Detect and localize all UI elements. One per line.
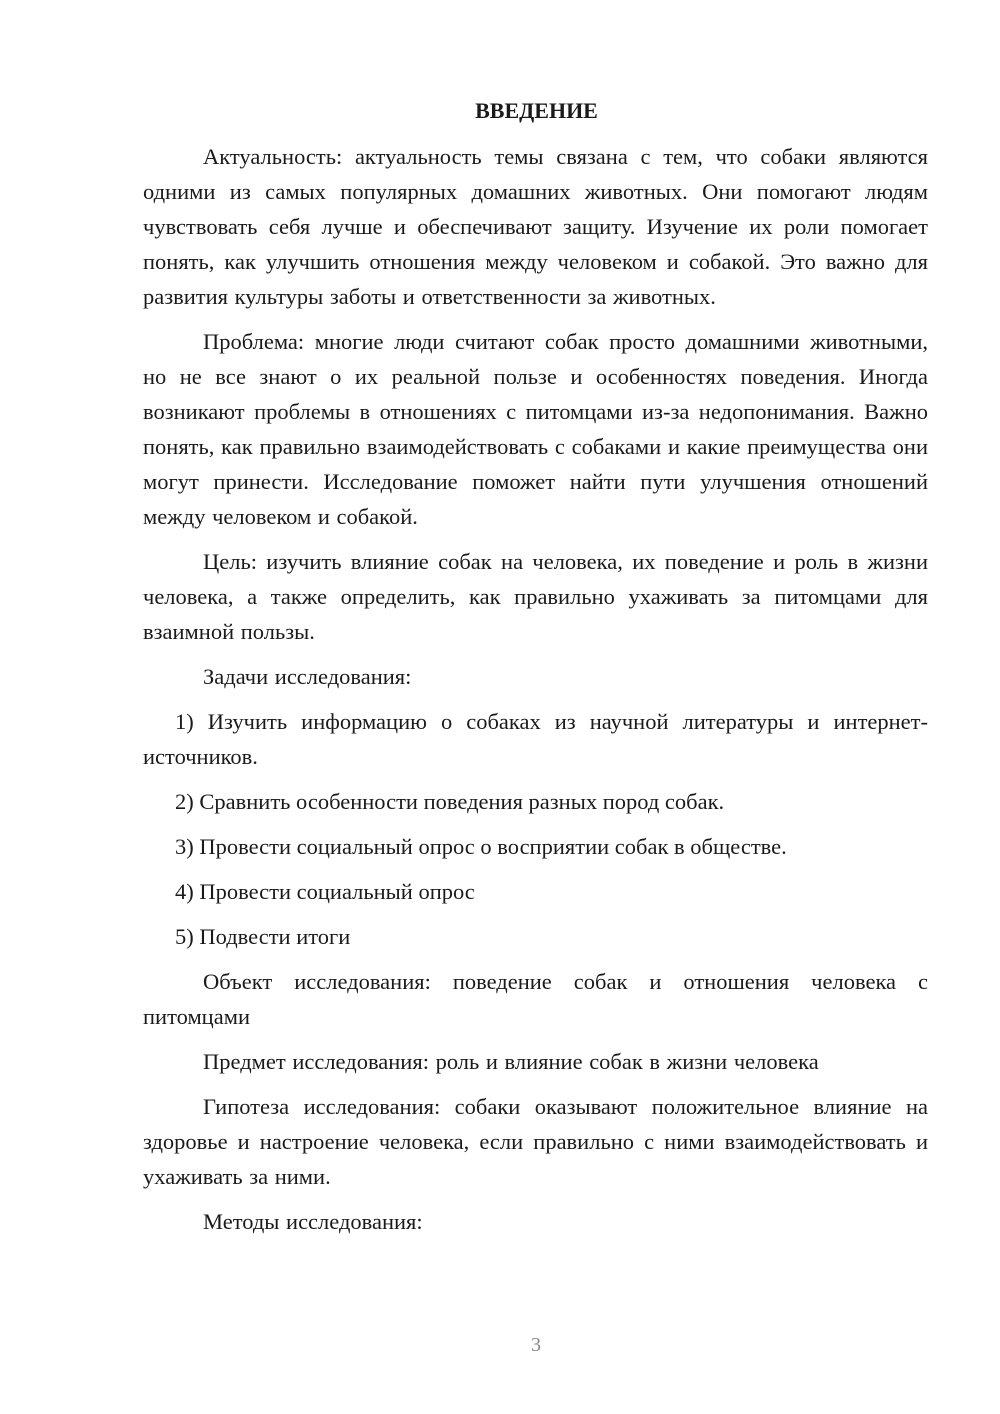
task-item-5: 5) Подвести итоги bbox=[175, 924, 351, 949]
page-title: ВВЕДЕНИЕ bbox=[475, 98, 598, 123]
page-content bbox=[143, 95, 928, 1249]
task-item-4: 4) Провести социальный опрос bbox=[175, 879, 475, 904]
subject-paragraph: Предмет исследования: роль и влияние собак в жизни человека bbox=[203, 1049, 819, 1074]
methods-heading: Методы исследования: bbox=[203, 1209, 423, 1234]
task-item-3: 3) Провести социальный опрос о восприятии собак в обществе. bbox=[175, 834, 787, 859]
relevance-paragraph: Актуальность: актуальность темы связана с тем, что собаки являются одними из самых популярных домашних животных. Они помогают людям чувствовать себя лучше и обеспечивают защиту. Изучение их роли помогает понять, как улучшить отношения между человеком и собакой. Это важно для развития культуры заботы и ответственности за животных. bbox=[143, 144, 928, 309]
task-item-1: 1) Изучить информацию о собаках из научной литературы и интернет-источников. bbox=[143, 709, 928, 769]
object-paragraph: Объект исследования: поведение собак и отношения человека с питомцами bbox=[143, 969, 928, 1029]
goal-paragraph: Цель: изучить влияние собак на человека, их поведение и роль в жизни человека, а также определить, как правильно ухаживать за питомцами для взаимной пользы. bbox=[143, 549, 928, 644]
tasks-heading: Задачи исследования: bbox=[203, 664, 412, 689]
hypothesis-paragraph: Гипотеза исследования: собаки оказывают положительное влияние на здоровье и настроение человека, если правильно с ними взаимодействовать и ухаживать за ними. bbox=[143, 1094, 928, 1189]
problem-paragraph: Проблема: многие люди считают собак просто домашними животными, но не все знают о их реальной пользе и особенностях поведения. Иногда возникают проблемы в отношениях с питомцами из-за недопонимания. Важно понять, как правильно взаимодействовать с собаками и какие преимущества они могут принести. Исследование поможет найти пути улучшения отношений между человеком и собакой. bbox=[143, 329, 928, 529]
page-number: 3 bbox=[531, 1334, 541, 1356]
task-item-2: 2) Сравнить особенности поведения разных пород собак. bbox=[175, 789, 725, 814]
